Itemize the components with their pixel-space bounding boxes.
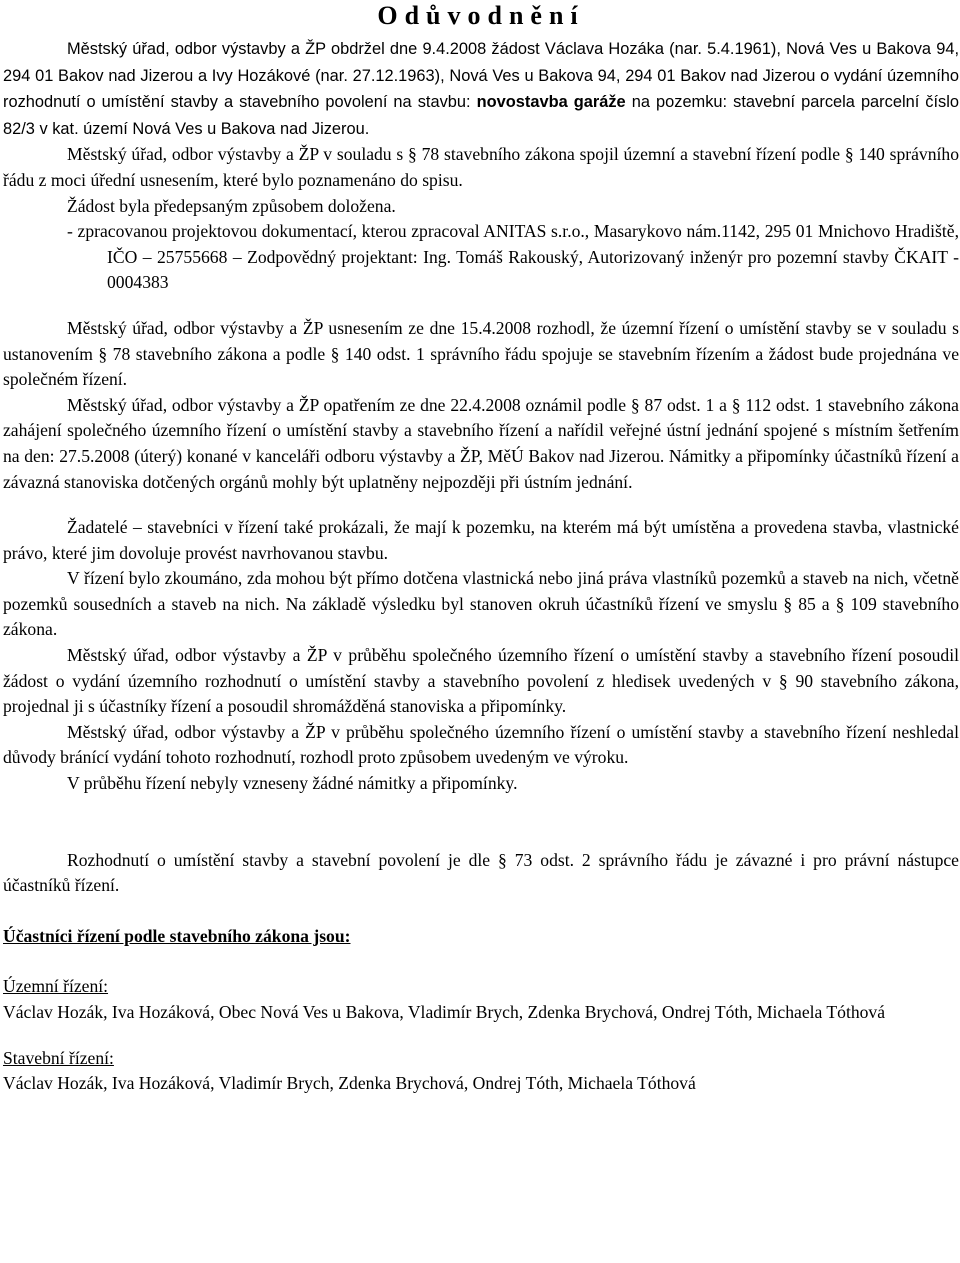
paragraph-intro	[3, 36, 959, 142]
document-page	[3, 0, 959, 1097]
bullet-dokumentace: - zpracovanou projektovou dokumentací, kterou zpracoval ANITAS s.r.o., Masarykovo nám.1142, 295 01 Mnichovo Hradiště, IČO – 25755668 – Zodpovědný projektant: Ing. Tomáš Rakouský, Autorizovaný inženýr pro pozemní stavby ČKAIT - 0004383	[67, 221, 959, 293]
paragraph-posoudil: Městský úřad, odbor výstavby a ŽP v průběhu společného územního řízení o umístění stavby a stavebního řízení posoudil žádost o vydání územního rozhodnutí o umístění stavby a stavebního povolení z hledisek uvedených v § 90 stavebního zákona, projednal ji s účastníky řízení a posoudil shromážděná stanoviska a připomínky.	[3, 645, 959, 717]
stavebni-label-line	[3, 1046, 959, 1072]
paragraph-namitky: V průběhu řízení nebyly vzneseny žádné námitky a připomínky.	[67, 773, 518, 794]
paragraph-dolozena: Žádost byla předepsaným způsobem doložena.	[67, 195, 396, 216]
uzemni-participants-list: Václav Hozák, Iva Hozáková, Obec Nová Ves u Bakova, Vladimír Brych, Zdenka Brychová, Ondrej Tóth, Michaela Tóthová	[3, 1002, 886, 1022]
uzemni-label-line	[3, 974, 959, 1000]
intro-bold-stavba: novostavba garáže	[476, 93, 626, 112]
stavebni-rizeni-label: Stavební řízení:	[3, 1047, 114, 1068]
paragraph-zkoumano: V řízení bylo zkoumáno, zda mohou být přímo dotčena vlastnická nebo jiná práva vlastníků pozemků a staveb na nich, včetně pozemků sousedních a staveb na nich. Na základě výsledku byl stanoven okruh účastníků řízení ve smyslu § 85 a § 109 stavebního zákona.	[3, 568, 959, 640]
intro-text-end: na pozemku: stavební parcela parcelní číslo 82/3 v kat. území Nová Ves u Bakova nad Jizerou.	[3, 93, 960, 138]
uzemni-rizeni-label: Územní řízení:	[3, 976, 109, 997]
paragraph-usneseni: Městský úřad, odbor výstavby a ŽP usnesením ze dne 15.4.2008 rozhodl, že územní řízení o umístění stavby se v souladu s ustanovením § 78 stavebního zákona a podle § 140 odst. 1 správního řádu spojuje se stavebním řízením a žádost bude projednána ve společném řízení.	[3, 317, 959, 390]
participants-heading: Účastníci řízení podle stavebního zákona jsou:	[3, 925, 351, 946]
paragraph-zavazne: Rozhodnutí o umístění stavby a stavební povolení je dle § 73 odst. 2 správního řádu je závazné i pro právní nástupce účastníků řízení.	[3, 849, 959, 896]
participants-section	[3, 924, 959, 950]
intro-text: Městský úřad, odbor výstavby a ŽP obdržel dne 9.4.2008 žádost Václava Hozáka (nar. 5.4.1961), Nová Ves u Bakova 94, 294 01 Bakov nad Jizerou a Ivy Hozákové (nar. 27.12.1963), Nová Ves u Bakova 94, 294 01 Bakov nad Jizerou o vydání územního rozhodnutí o umístění stavby a stavebního povolení na stavbu:	[3, 40, 959, 112]
stavebni-participants-list: Václav Hozák, Iva Hozáková, Vladimír Brych, Zdenka Brychová, Ondrej Tóth, Michaela Tóthová	[3, 1073, 696, 1094]
paragraph-spojil: Městský úřad, odbor výstavby a ŽP v souladu s § 78 stavebního zákona spojil územní a stavební řízení podle § 140 správního řádu z moci úřední usnesením, které bylo poznamenáno do spisu.	[3, 144, 959, 190]
document-title: Odůvodnění	[377, 1, 585, 30]
paragraph-opatreni: Městský úřad, odbor výstavby a ŽP opatřením ze dne 22.4.2008 oznámil podle § 87 odst. 1 a § 112 odst. 1 stavebního zákona zahájení společného územního řízení o umístění stavby a stavebního řízení a nařídil veřejné ústní jednání spojené s místním šetřením na den: 27.5.2008 (úterý) konané v kanceláři odboru výstavby a ŽP, MěÚ Bakov nad Jizerou. Námitky a připomínky účastníků řízení a závazná stanoviska dotčených orgánů mohly být uplatněny nejpozději při ústním jednání.	[3, 394, 959, 492]
paragraph-neshledal: Městský úřad, odbor výstavby a ŽP v průběhu společného územního řízení o umístění stavby a stavebního řízení neshledal důvody bránící vydání tohoto rozhodnutí, rozhodl proto způsobem uvedeným ve výroku.	[3, 721, 959, 768]
paragraph-zadatele: Žadatelé – stavebníci v řízení také prokázali, že mají k pozemku, na kterém má být umístěna a provedena stavba, vlastnické právo, které jim dovoluje provést navrhovanou stavbu.	[3, 517, 959, 563]
